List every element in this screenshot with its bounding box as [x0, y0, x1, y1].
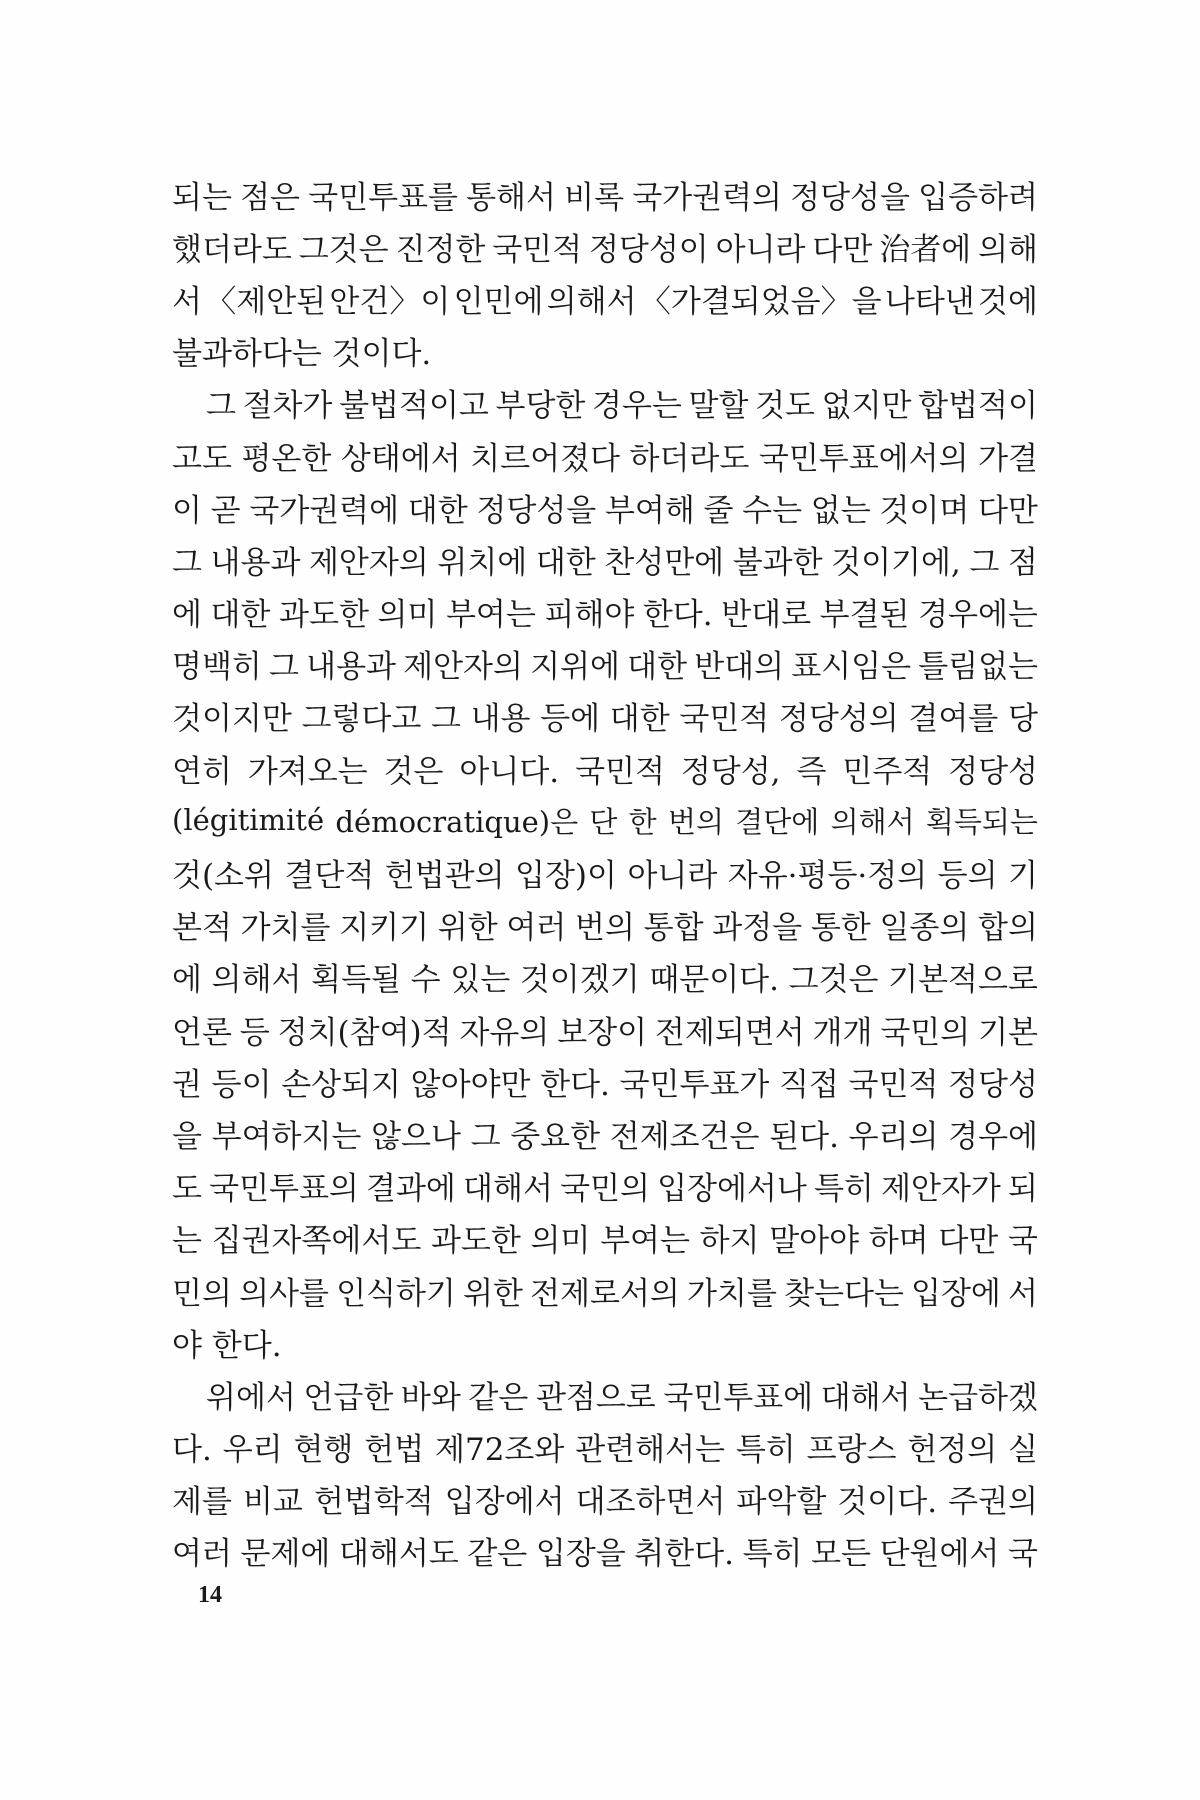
text-line: 을 부여하지는 않으나 그 중요한 전제조건은 된다. 우리의 경우에 — [172, 1118, 1038, 1155]
text-line: 이 곧 국가권력에 대한 정당성을 부여해 줄 수는 없는 것이며 다만 — [172, 492, 1038, 529]
text-line: 되는 점은 국민투표를 통해서 비록 국가권력의 정당성을 입증하려 — [172, 179, 1038, 216]
text-line: 본적 가치를 지키기 위한 여러 번의 통합 과정을 통한 일종의 합의 — [172, 910, 1038, 947]
text-line: 권 등이 손상되지 않아야만 한다. 국민투표가 직접 국민적 정당성 — [172, 1066, 1038, 1103]
text-line: 고도 평온한 상태에서 치르어졌다 하더라도 국민투표에서의 가결 — [172, 440, 1038, 477]
text-line: 야 한다. — [172, 1327, 282, 1364]
page-number: 14 — [198, 1582, 222, 1608]
text-line: 그 내용과 제안자의 위치에 대한 찬성만에 불과한 것이기에, 그 점 — [172, 544, 1038, 581]
text-line: 에 의해서 획득될 수 있는 것이겠기 때문이다. 그것은 기본적으로 — [172, 962, 1038, 999]
text-line: 는 집권자쪽에서도 과도한 의미 부여는 하지 말아야 하며 다만 국 — [172, 1223, 1038, 1260]
text-line: 것이지만 그렇다고 그 내용 등에 대한 국민적 정당성의 결여를 당 — [172, 701, 1038, 738]
paragraph-start-line: 그 절차가 불법적이고 부당한 경우는 말할 것도 없지만 합법적이 — [206, 388, 1038, 425]
text-line: 불과하다는 것이다. — [172, 336, 432, 373]
text-line: (légitimité démocratique)은 단 한 번의 결단에 의해서 획득되는 — [172, 803, 1038, 839]
text-line: 도 국민투표의 결과에 대해서 국민의 입장에서나 특히 제안자가 되 — [172, 1171, 1038, 1208]
text-line: 민의 의사를 인식하기 위한 전제로서의 가치를 찾는다는 입장에 서 — [172, 1275, 1038, 1312]
text-line: 다. 우리 현행 헌법 제72조와 관련해서는 특히 프랑스 헌정의 실 — [172, 1432, 1038, 1469]
text-line: 에 대한 과도한 의미 부여는 피해야 한다. 반대로 부결된 경우에는 — [172, 597, 1038, 634]
text-line: 제를 비교 헌법학적 입장에서 대조하면서 파악할 것이다. 주권의 — [172, 1484, 1038, 1521]
text-line: 명백히 그 내용과 제안자의 지위에 대한 반대의 표시임은 틀림없는 — [172, 649, 1038, 686]
text-line: 연히 가져오는 것은 아니다. 국민적 정당성, 즉 민주적 정당성 — [172, 753, 1038, 790]
text-line: 서 〈제안된 안건〉이 인민에 의해서 〈가결되었음〉을 나타낸 것에 — [172, 283, 1038, 320]
text-line: 했더라도 그것은 진정한 국민적 정당성이 아니라 다만 治者에 의해 — [172, 231, 1038, 268]
text-line: 언론 등 정치(참여)적 자유의 보장이 전제되면서 개개 국민의 기본 — [172, 1014, 1038, 1051]
text-line: 여러 문제에 대해서도 같은 입장을 취한다. 특히 모든 단원에서 국 — [172, 1536, 1038, 1573]
body-text — [172, 168, 1038, 1577]
text-line: 것(소위 결단적 헌법관의 입장)이 아니라 자유·평등·정의 등의 기 — [172, 858, 1038, 895]
paragraph-start-line: 위에서 언급한 바와 같은 관점으로 국민투표에 대해서 논급하겠 — [206, 1379, 1038, 1416]
